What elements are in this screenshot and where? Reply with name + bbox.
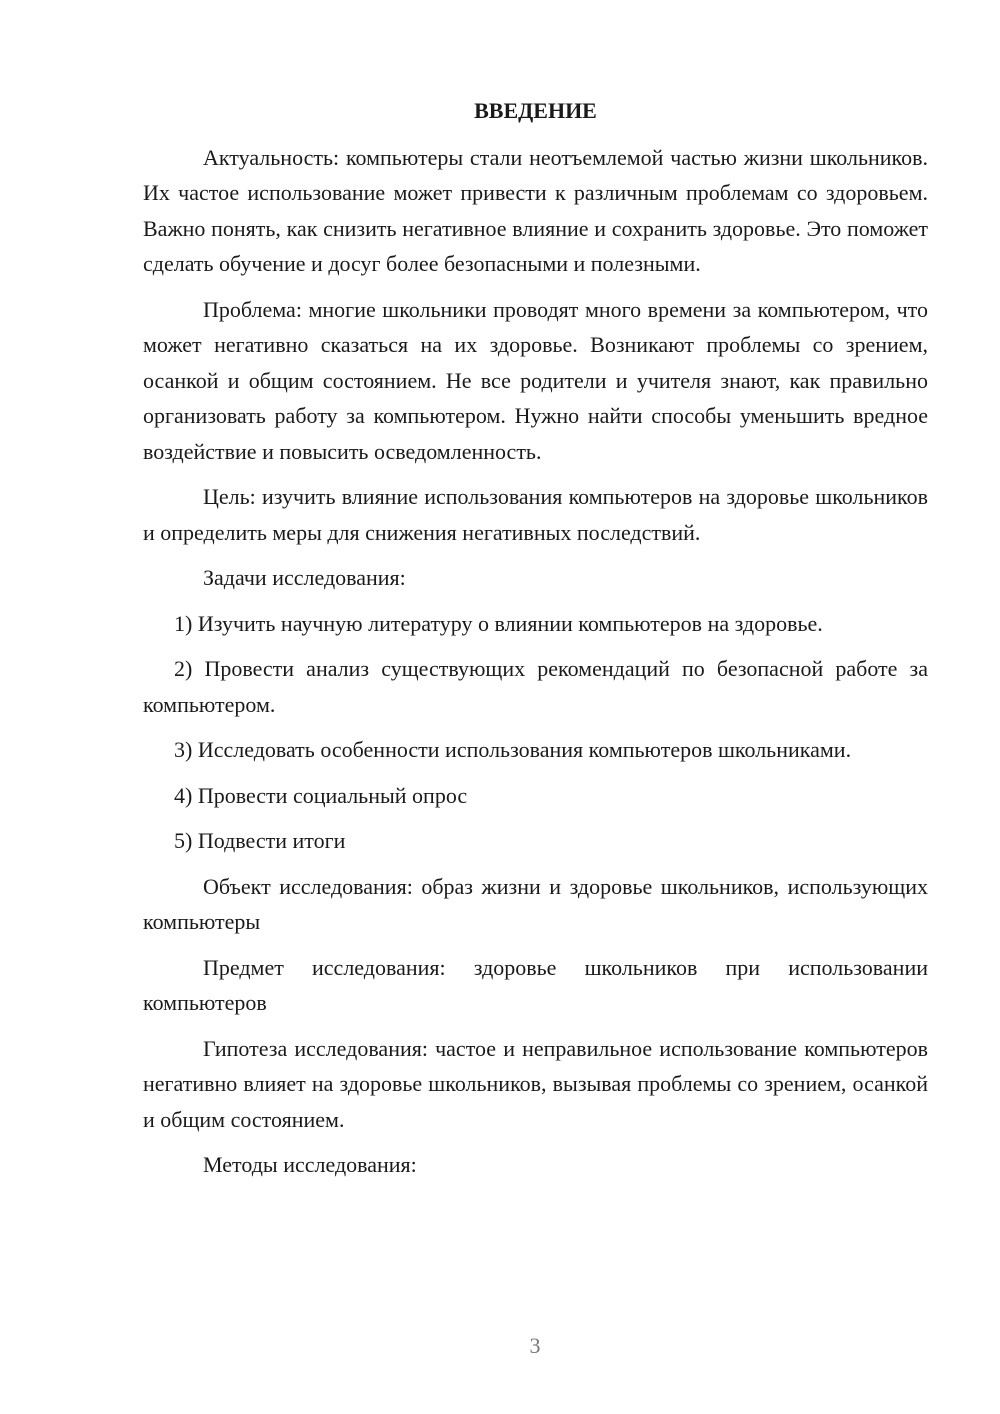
hypothesis-paragraph: Гипотеза исследования: частое и неправильное использование компьютеров негативно влияет на здоровье школьников, вызывая проблемы со зрением, осанкой и общим состоянием. bbox=[143, 1035, 928, 1132]
methods-heading: Методы исследования: bbox=[203, 1152, 417, 1177]
problem-paragraph: Проблема: многие школьники проводят много времени за компьютером, что может негативно сказаться на их здоровье. Возникают проблемы со зрением, осанкой и общим состоянием. Не все родители и учителя знают, как правильно организовать работу за компьютером. Нужно найти способы уменьшить вредное воздействие и повысить осведомленность. bbox=[143, 296, 928, 464]
task-item-1: 1) Изучить научную литературу о влиянии компьютеров на здоровье. bbox=[174, 610, 823, 636]
goal-paragraph: Цель: изучить влияние использования компьютеров на здоровье школьников и определить меры для снижения негативных последствий. bbox=[143, 484, 928, 545]
tasks-heading: Задачи исследования: bbox=[203, 565, 406, 590]
page-number: 3 bbox=[529, 1333, 541, 1358]
task-item-5: 5) Подвести итоги bbox=[174, 828, 346, 853]
relevance-paragraph: Актуальность: компьютеры стали неотъемлемой частью жизни школьников. Их частое использование может привести к различным проблемам со здоровьем. Важно понять, как снизить негативное влияние и сохранить здоровье. Это поможет сделать обучение и досуг более безопасными и полезными. bbox=[143, 144, 928, 276]
subject-paragraph: Предмет исследования: здоровье школьников при использовании компьютеров bbox=[143, 954, 928, 1015]
section-title: ВВЕДЕНИЕ bbox=[474, 98, 597, 123]
page-content bbox=[143, 93, 928, 1193]
object-paragraph: Объект исследования: образ жизни и здоровье школьников, использующих компьютеры bbox=[143, 873, 928, 934]
task-item-3: 3) Исследовать особенности использования компьютеров школьниками. bbox=[174, 737, 852, 762]
task-item-4: 4) Провести социальный опрос bbox=[174, 782, 468, 808]
task-item-2: 2) Провести анализ существующих рекомендаций по безопасной работе за компьютером. bbox=[143, 656, 928, 717]
